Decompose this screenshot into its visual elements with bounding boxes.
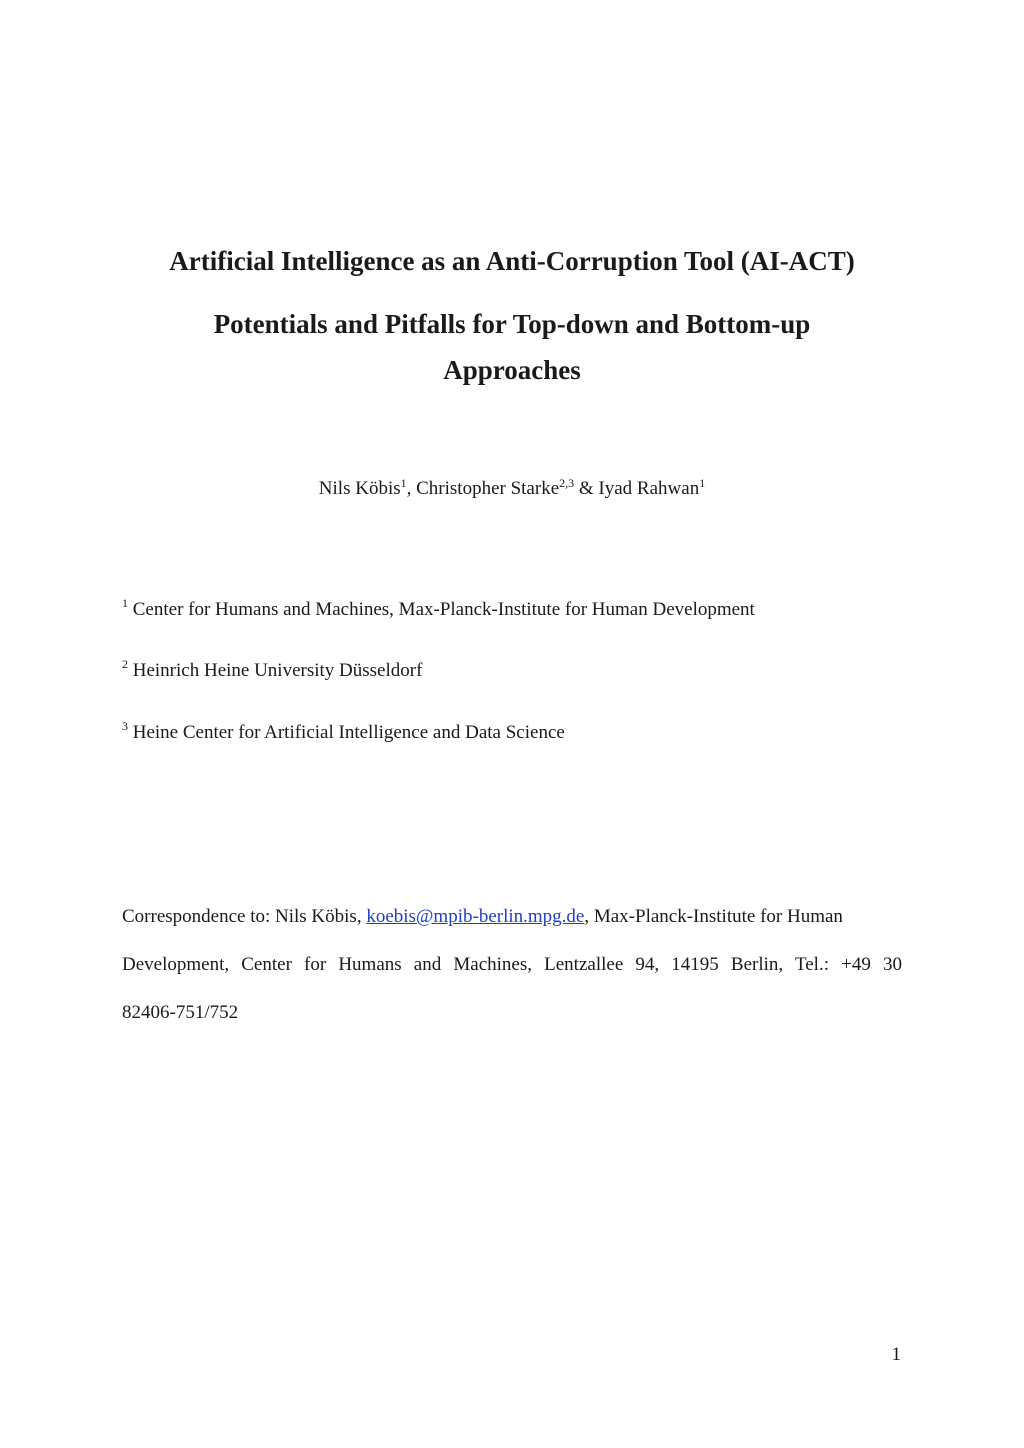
author-name: Nils Köbis xyxy=(318,478,401,499)
author-affiliation-marker: 1 xyxy=(400,476,407,490)
paper-title: Artificial Intelligence as an Anti-Corruption Tool (AI-ACT) xyxy=(169,246,855,276)
author-name: Christopher Starke xyxy=(416,478,560,499)
affiliation-number: 2 xyxy=(122,657,128,671)
paper-subtitle-line-2: Approaches xyxy=(443,355,581,385)
correspondence-line-2: Development, Center for Humans and Machines, Lentzallee 94, 14195 Berlin, Tel.: +49 30 xyxy=(122,954,902,975)
affiliation-number: 3 xyxy=(122,719,128,733)
author-list xyxy=(0,476,1024,502)
author-separator: & xyxy=(574,478,599,499)
correspondence-line-1 xyxy=(122,904,902,930)
affiliation-1 xyxy=(122,597,755,623)
author-separator: , xyxy=(406,478,417,499)
affiliation-text: Heinrich Heine University Düsseldorf xyxy=(132,660,423,681)
correspondence-email-link[interactable]: koebis@mpib-berlin.mpg.de xyxy=(366,906,585,927)
correspondence-prefix: Correspondence to: Nils Köbis, xyxy=(122,906,367,927)
author-affiliation-marker: 1 xyxy=(699,476,706,490)
author-name: Iyad Rahwan xyxy=(598,478,700,499)
author-affiliation-marker: 2,3 xyxy=(559,476,575,490)
affiliation-text: Heine Center for Artificial Intelligence and Data Science xyxy=(132,722,565,743)
affiliation-number: 1 xyxy=(122,596,128,610)
correspondence-line-3: 82406-751/752 xyxy=(122,1002,239,1023)
affiliation-2 xyxy=(122,658,422,684)
correspondence-line-1-suffix: , Max-Planck-Institute for Human xyxy=(584,906,843,927)
paper-subtitle-line-1: Potentials and Pitfalls for Top-down and Bottom-up xyxy=(213,309,811,339)
affiliation-3 xyxy=(122,720,565,746)
page-number: 1 xyxy=(891,1344,901,1365)
affiliation-text: Center for Humans and Machines, Max-Planck-Institute for Human Development xyxy=(132,599,755,620)
